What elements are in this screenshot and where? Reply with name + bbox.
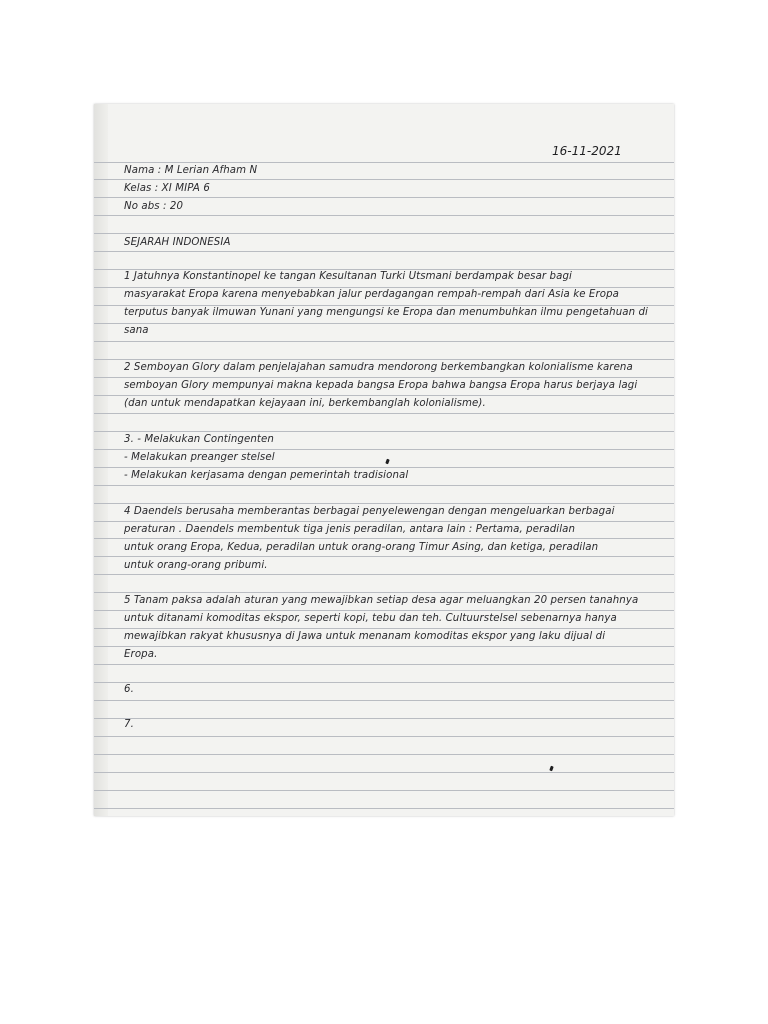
subject-heading: SEJARAH INDONESIA [124,237,231,248]
ruled-line [94,341,674,342]
ruled-line [94,233,674,234]
ruled-line [94,359,674,360]
pen-mark [385,459,390,465]
ruled-line [94,521,674,522]
ruled-line [94,592,674,593]
ruled-line [94,162,674,163]
ruled-line [94,664,674,665]
ruled-line [94,431,674,432]
answer-5-line-2: untuk ditanami komoditas ekspor, seperti kopi, tebu dan teh. Cultuurstelsel sebenarnya hanya [124,613,617,624]
ruled-line [94,790,674,791]
ruled-line [94,377,674,378]
ruled-line [94,754,674,755]
ruled-line [94,449,674,450]
ruled-line [94,610,674,611]
ruled-line [94,682,674,683]
ruled-line [94,413,674,414]
answer-4-line-3: untuk orang Eropa, Kedua, peradilan untuk orang-orang Timur Asing, dan ketiga, peradilan [124,542,599,553]
answer-5-line-1: 5 Tanam paksa adalah aturan yang mewajibkan setiap desa agar meluangkan 20 persen tanahnya [124,595,639,606]
ruled-line [94,538,674,539]
ruled-line [94,467,674,468]
ruled-line [94,485,674,486]
answer-7-line-1: 7. [124,719,134,730]
ruled-line [94,574,674,575]
answer-1-line-1: 1 Jatuhnya Konstantinopel ke tangan Kesultanan Turki Utsmani berdampak besar bagi [124,271,572,282]
ruled-line [94,503,674,504]
date-label: 16-11-2021 [552,144,622,158]
ruled-line [94,179,674,180]
ruled-line [94,323,674,324]
answer-2-line-1: 2 Semboyan Glory dalam penjelajahan samudra mendorong berkembangkan kolonialisme karena [124,362,633,373]
name-line: Nama : M Lerian Afham N [124,165,258,176]
answer-2-line-3: (dan untuk mendapatkan kejayaan ini, berkembanglah kolonialisme). [124,398,486,409]
ruled-line [94,556,674,557]
ruled-line [94,251,674,252]
ruled-line [94,718,674,719]
answer-3-line-2: - Melakukan preanger stelsel [124,452,275,463]
ruled-line [94,197,674,198]
answer-1-line-2: masyarakat Eropa karena menyebabkan jalur perdagangan rempah-rempah dari Asia ke Eropa [124,289,619,300]
answer-1-line-4: sana [124,325,149,336]
answer-5-line-3: mewajibkan rakyat khususnya di Jawa untuk menanam komoditas ekspor yang laku dijual di [124,631,606,642]
ruled-line [94,736,674,737]
answer-3-line-1: 3. - Melakukan Contingenten [124,434,274,445]
ruled-line [94,772,674,773]
answer-2-line-2: semboyan Glory mempunyai makna kepada bangsa Eropa bahwa bangsa Eropa harus berjaya lagi [124,380,638,391]
ruled-line [94,808,674,809]
answer-4-line-1: 4 Daendels berusaha memberantas berbagai penyelewengan dengan mengeluarkan berbagai [124,506,615,517]
ruled-line [94,395,674,396]
number-line: No abs : 20 [124,201,184,212]
answer-6-line-1: 6. [124,684,134,695]
answer-1-line-3: terputus banyak ilmuwan Yunani yang mengungsi ke Eropa dan menumbuhkan ilmu pengetahuan di [124,307,648,318]
ruled-line [94,215,674,216]
answer-5-line-4: Eropa. [124,649,158,660]
ruled-line [94,287,674,288]
page-margin-shadow [94,104,108,816]
ruled-line [94,646,674,647]
answer-4-line-4: untuk orang-orang pribumi. [124,560,268,571]
answer-3-line-3: - Melakukan kerjasama dengan pemerintah tradisional [124,470,409,481]
ruled-line [94,700,674,701]
ruled-line [94,305,674,306]
ruled-line [94,628,674,629]
class-line: Kelas : XI MIPA 6 [124,183,210,194]
notebook-page [94,104,674,816]
pen-mark [549,766,554,772]
answer-4-line-2: peraturan . Daendels membentuk tiga jenis peradilan, antara lain : Pertama, peradilan [124,524,576,535]
